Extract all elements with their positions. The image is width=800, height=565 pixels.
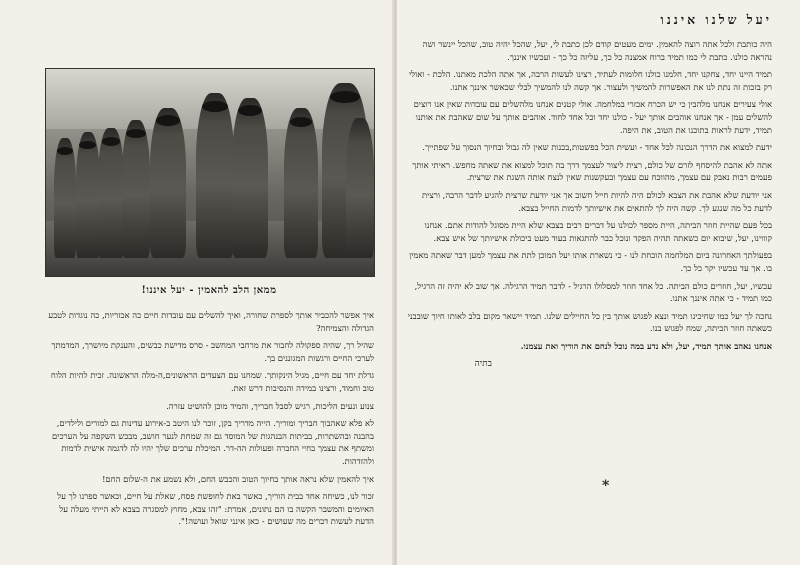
right-paragraph: עכשיו, יעל, חוזרים כולם הביתה. כל אחד חוזר למסלולו הרגיל - לדבר תמיד הרגילה. אך שוב לא יהיה זה הרגיל, כמו תמיד - כי אתה איננך אתנו. bbox=[414, 280, 772, 304]
right-paragraph: היה כותבת ולכל אתה רוצה להאמין. ימים מעטים קודם לכן כתבת לי, יעל, שהכל יהיה טוב, שהכל יינשר ושה נהראה כולנו. כתבת לי כמו תמיד ברוח אמצנה כל כך, עליזה כל כך - ועכשיו איננך. bbox=[422, 39, 772, 62]
left-paragraph: איך להאמין שלא נראה אותך בחיוך הטוב והכבש החם, ולא נשמע את ה-שלום החם! bbox=[102, 473, 374, 484]
right-paragraph: אתה לא אהבת להיסחף לזרם של כולם, רצית ליצור לעצמך דרך בה תוכל למצוא את שאתה מחפש. ראיתי אותך פעמים רבות נאבק עם עצמך, מהווכח עם עצמך ובעקשנות שאין לנצח אותה השגת את שרצית. bbox=[412, 159, 772, 183]
left-paragraph: צנוע ונעים הליכות, רגיש לסבל חבריך, והמיד מוכן להושיט עזרה. bbox=[166, 400, 374, 411]
right-paragraph: אני יודעת שלא אהבת את הצבא לכולם היה להיות חייל חשוב אך אני יודעת שרצית להגיע לדבר הרבה, ורצית לדעת כל מה שנגע לך. קשה היה לך להתאים את אישיותך לדמות החייל בצבא. bbox=[422, 189, 772, 213]
right-paragraph: בכל פעם שהיית חוזר הביתה, היית מספר לכולנו על דברים רבים בצבא שלא היית מסוגל להודות אתם. אנחנו קוווינו, יעל, שיבוא יום כשאתה תהיה הפקד ונוכל כבר להתגאות בעוד מעט ביכולת אישיותך של איש צבא. bbox=[424, 220, 772, 243]
right-text-column bbox=[407, 12, 772, 369]
right-page bbox=[397, 0, 800, 565]
left-paragraph: גדלת יחד עם חיים, מגיל הינקותך. שמחנו עם הצעדים הראשונים,ה-מלה הראשונה. זכית להיות הלוח טוב וחמוד, ורצינו במידה והנסיבות דרש זאת. bbox=[50, 370, 374, 393]
left-paragraph: לא פלא שאהבוך חבריך ומוריך. הייה מדריך בקן, זוכר לנו היטב ב-אירוע עדינות גם למורים ולילדים, בהבנה ובהשתרות, בביתות הבנהגות של המוסד גם זה שמחת לנער חושב, מבכש השקפה על הערכים ומשתף את עצמך בחיי החברה ופעולות הה-דר. המיכלת ערכים שלך יהיו לה לדגמה אישית לדמות ולהזדהות. bbox=[52, 418, 374, 466]
left-paragraph: שהיל רך, שהיה ספקולה לחבור את מרחבי המחשב - סרס מדישת כבשים, והענקת מיושרך, המדמתך לערכי החיים ורגשות המגוננים בך. bbox=[51, 340, 374, 363]
signature: בתיה bbox=[474, 359, 492, 370]
left-page bbox=[0, 0, 395, 565]
right-paragraph: בפעולתך האחרונה ביום המלחמה הוכחת לנו - כי נשארת אותו יעל המוכן לתת את עצמך למען דבר שאתה מאמין בו. אך עד עכשיו יקר כל כך. bbox=[409, 250, 772, 273]
right-paragraph: תמיד היינו יחד, צחקנו יחד, חלמנו כולנו חלומות לעתיד, רצינו לעשות הרבה, אך אתה הלכת מאתנו. הלכת - ואולי רק בזכות זה נתת לנו את האפשרות להמשיך ולעצור. אך קשה לנו להמשיך לבלי שכאשר איננך אתנו. bbox=[409, 69, 772, 92]
left-paragraph: איך אפשר להכביר אותך לספרת שחורה, ואיך להשלים עם עובדות חיים כה אכזריות, כה נוגדות לטבע הגדולה והצמיחה? bbox=[48, 310, 374, 333]
soldiers-parade-photo bbox=[45, 68, 375, 277]
left-text-column bbox=[44, 309, 374, 533]
asterisk-mark: * bbox=[602, 478, 610, 494]
photo-caption: ממאן הלב להאמין - יעל איננו! bbox=[141, 285, 277, 296]
right-paragraph: אולי צעירים אנחנו מלהבין כי יש הכרח אכזרי במלחמה. אולי קטנים אנחנו מלהשלים עם עובדות שאין אנו רוצים להשלים עמן - אך אנחנו אוהבים אותך יעל - כולנו יחד וכל אחד לחוד. אוהבים אותך על שום שאהבת את אותנו תמיד, ידעת לראות בתוכנו את הטוב, את היפה. bbox=[413, 99, 772, 135]
right-paragraph: ידעת למצוא את הדרך הנכונה לכל אחד - ועשית הכל בפשטות,בכנות שאין לה גבול ובחיוך הנסוך על שפתייך. bbox=[422, 142, 772, 153]
right-paragraph: נחכה לך יעל כמו שחיכינו תמיד ונצא לפגוש אותך בין כל החיילים שלנו. תמיד יישאר מקום בלב לאותו חיוך שובבני כשאתה חוזר הביתה, שמח לפגוש בנו. bbox=[407, 310, 772, 334]
right-paragraph: אנחנו נאהב אותך תמיד, יעל, ולא נדע במה נוכל לנחם את הוריך ואת עצמנו. bbox=[520, 340, 772, 351]
left-paragraph: זכור לנו, כשיחה אחד בבית הוריך, כאשר באת לחופשת פסח, שאלת על חיים, וכאשר ספרנו לך על האיומים והמשבר הקשה בו הם נתונים, אמרת: "זהו צבא, מחוץ למסגרה בצבא לא הייתי מעלה על הדעת לעשות דברים מה שעושים - כאן אינני שואל ועושה!". bbox=[57, 491, 374, 527]
page-title: יעל שלנו איננו bbox=[660, 12, 772, 27]
